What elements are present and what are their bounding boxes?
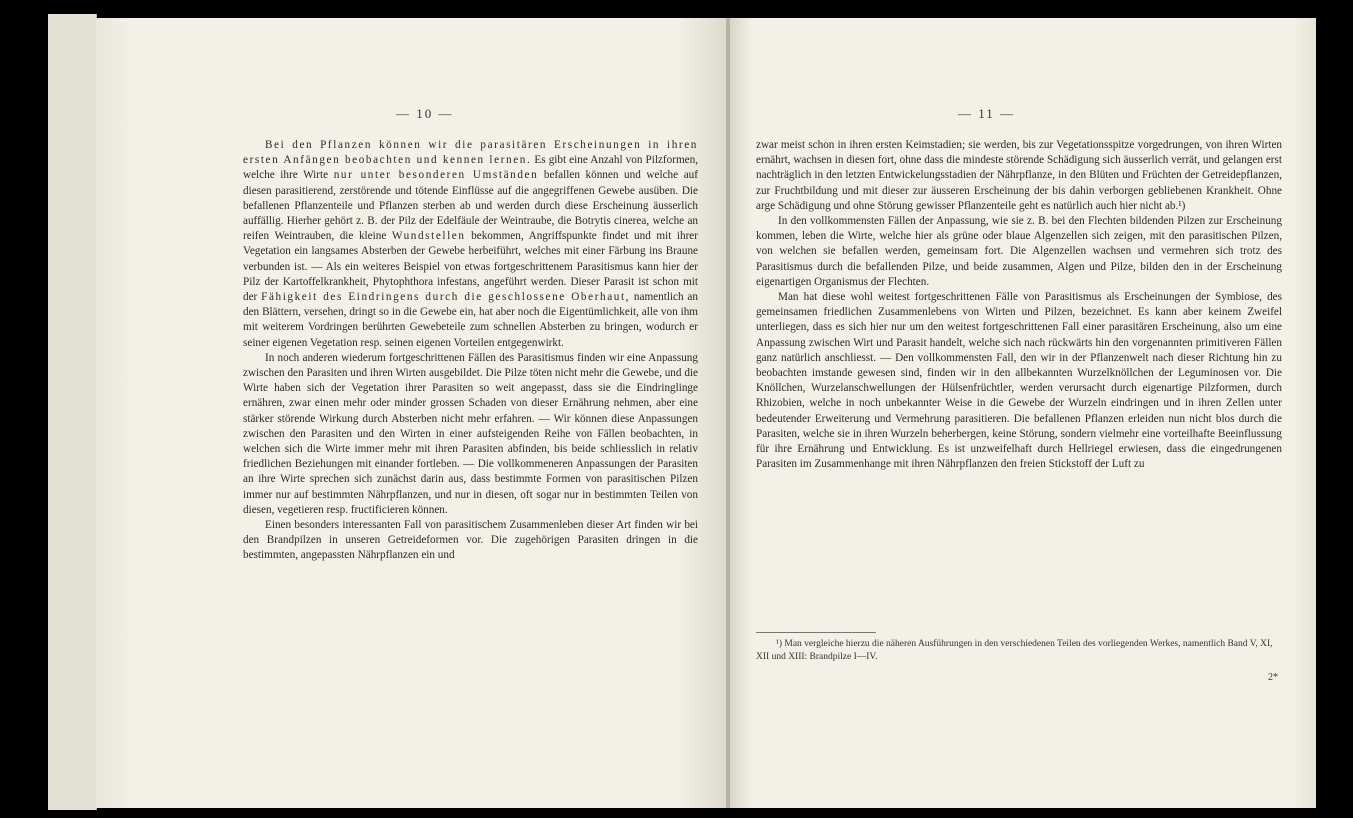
left-page — [96, 18, 728, 808]
right-page-body — [756, 138, 1282, 472]
paragraph: Bei den Pflanzen können wir die parasitären Erscheinungen in ihren ersten Anfängen beobachten und kennen lernen. Es gibt eine Anzahl von Pilzformen, welche ihre Wirte nur unter besonderen Umständen befallen können und welche auf diesen parasitierend, zerstörende und tötende Einflüsse auf die angegriffenen Gewebe ausüben. Die befallenen Pflanzenteile und Pflanzen sterben ab und werden durch diese Erscheinung äusserlich auffällig. Hierher gehört z. B. der Pilz der Edelfäule der Weintraube, die Botrytis cinerea, welche an reifen Weintrauben, die kleine Wundstellen bekommen, Angriffspunkte findet und mit ihrer Vegetation ein langsames Absterben der Gewebe herbeiführt, welches mit einer Färbung ins Braune verbunden ist. — Als ein weiteres Beispiel von etwas fortgeschrittenem Parasitismus kann hier der Pilz der Kartoffelkrankheit, Phytophthora infestans, angeführt werden. Dieser Parasit ist schon mit der Fähigkeit des Eindringens durch die geschlossene Oberhaut, namentlich an den Blättern, versehen, dringt so in die Gewebe ein, hat aber noch die Eigentümlichkeit, alle von ihm mit weiterem Vordringen berührten Gewebeteile zum schnellen Absterben zu bringen, wodurch er seiner eigenen Vegetation resp. seinen eigenen Vorteilen entgegenwirkt. — [243, 139, 699, 349]
book-gutter — [726, 18, 730, 808]
page-edges — [48, 14, 63, 810]
paragraph: Man hat diese wohl weitest fortgeschrittenen Fälle von Parasitismus als Erscheinungen der Symbiose, des gemeinsamen friedlichen Zusammenlebens von Wirten und Pilzen, bezeichnet. Es kann aber keinem Zweifel unterliegen, dass es sich hier nur um den weitest fortgeschrittenen Fall einer parasitären Erscheinung, also um eine Anpassung zwischen Wirt und Parasit handelt, welche sich nach rückwärts hin den vorgenannten primitiveren Fällen ganz natürlich anschliesst. — Den vollkommensten Fall, den wir in der Pflanzenwelt nach dieser Richtung hin zu beobachten imstande gewesen sind, finden wir in den allbekannten Wurzelknöllchen der Leguminosen vor. Die Knöllchen, Wurzelanschwellungen der Hülsenfrüchtler, werden verursacht durch eigenartige Pilzformen, durch Rhizobien, welche in noch unbekannter Weise in die Gewebe der Wurzeln eindringen und in ihren Zellen unter bedeutender Erweiterung und Vermehrung parasitieren. Die befallenen Pflanzen erleiden nun nicht blos durch die Parasiten, welche sie in ihren Wurzeln beherbergen, keine Störung, sondern vielmehr eine vorteilhafte Beeinflussung für ihre Ernährung und Entwicklung. Es ist unzweifelhaft durch Hellriegel erwiesen, dass die eingedrungenen Parasiten im Zusammenhange mit ihren Nährpflanzen den freien Stickstoff der Luft zu — [756, 291, 1282, 471]
page-number: — 10 — — [396, 106, 454, 121]
footnote: ¹) Man vergleiche hierzu die näheren Ausführungen in den verschiedenen Teilen des vorliegenden Werkes, namentlich Band V, XI, XII und XIII: Brandpilze I—IV. — [756, 639, 1273, 662]
paragraph: Einen besonders interessanten Fall von parasitischem Zusammenleben dieser Art finden wir bei den Brandpilzen in unseren Getreideformen vor. Die zugehörigen Parasiten dringen in die bestimmten, angepassten Nährpflanzen ein und — [243, 519, 698, 562]
signature-mark: 2* — [1268, 672, 1278, 683]
book-spread — [40, 8, 1322, 814]
footnote-rule — [756, 632, 876, 633]
page-number: — 11 — — [958, 106, 1016, 121]
right-page — [728, 18, 1316, 808]
left-page-body — [243, 138, 698, 564]
paragraph: In noch anderen wiederum fortgeschrittenen Fällen des Parasitismus finden wir eine Anpassung zwischen den Parasiten und ihren Wirten ausgebildet. Die Pilze töten nicht mehr die Gewebe, und die Wirte haben sich der Vegetation ihrer Parasiten so weit angepasst, dass sie die Eindringlinge ernähren, zwar einen mehr oder minder grossen Schaden von dieser Ernährung nehmen, aber eine stärker störende Wirkung durch Absterben nicht mehr erfahren. — Wir können diese Anpassungen zwischen den Parasiten und den Wirten in einer aufsteigenden Reihe von Fällen beobachten, in welchen sich die Wirte immer mehr mit ihren Parasiten abfinden, bis beide schliesslich in relativ friedlichen Beziehungen mit einander fortleben. — Die vollkommeneren Anpassungen der Parasiten an ihre Wirte sprechen sich zunächst darin aus, dass bestimmte Formen von parasitischen Pilzen immer nur auf bestimmten Nährpflanzen, und nur in diesen, oft sogar nur in bestimmten Teilen von diesen, vegetieren resp. fructificieren können. — [243, 351, 698, 516]
paragraph: zwar meist schon in ihren ersten Keimstadien; sie werden, bis zur Vegetationsspitze vorgedrungen, von ihren Wirten ernährt, wachsen in diesen fort, ohne dass die mindeste störende Schädigung sich äusserlich verrät, und gelangen erst nachträglich in den letzten Entwickelungsstadien der Nährpflanze, in den Blüten und Früchten der Getreidepflanzen, zur Fruchtbildung und mit dieser zur äusseren Erscheinung der bis dahin verborgen gebliebenen Krankheit. Ohne arge Schädigung und ohne Störung gewisser Pflanzenteile geht es natürlich auch hier nicht ab.¹) — [756, 139, 1282, 212]
paragraph: In den vollkommensten Fällen der Anpassung, wie sie z. B. bei den Flechten bildenden Pilzen zur Erscheinung kommen, leben die Wirte, welche hier als grüne oder blaue Algenzellen sich zeigen, mit den parasitischen Pilzen, von welchen sie befallen werden, gemeinsam fort. Die Algenzellen wachsen und vermehren sich trotz des Parasitismus durch die befallenden Pilze, und beide zusammen, Algen und Pilze, bilden den in der Erscheinung eigenartigen Organismus der Flechten. — [756, 215, 1282, 288]
